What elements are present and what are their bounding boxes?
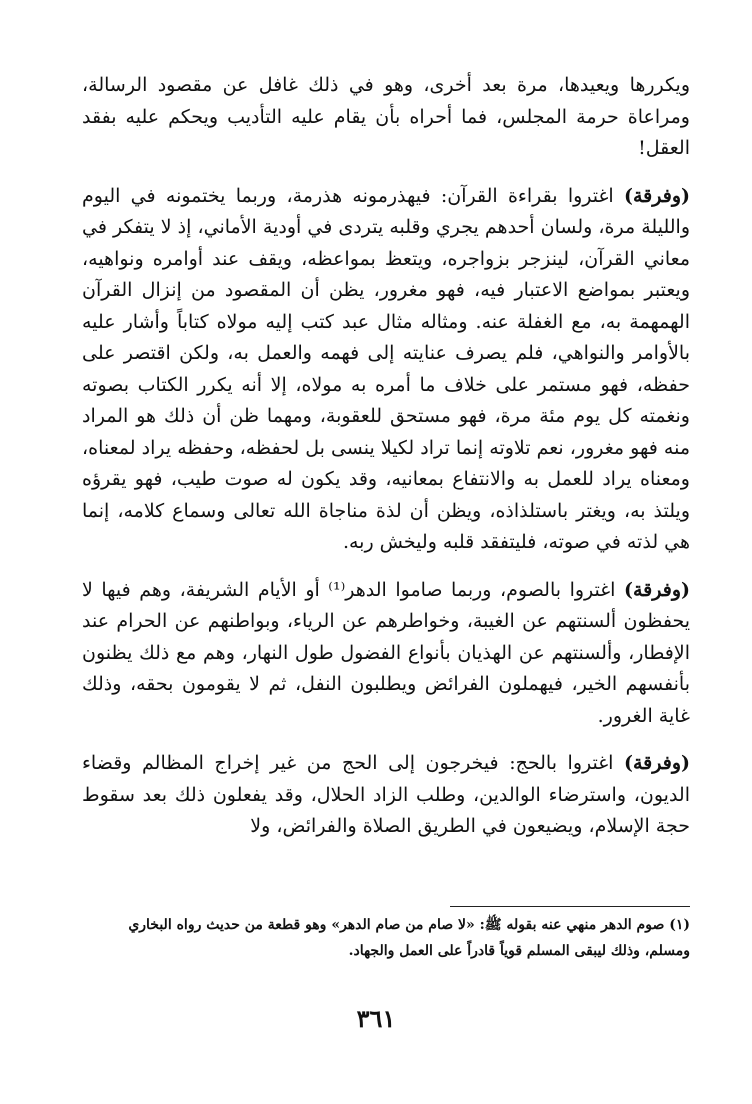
paragraph-text: ويكررها ويعيدها، مرة بعد أخرى، وهو في ذلك غافل عن مقصود الرسالة، ومراعاة حرمة المجلس، فما أحراه بأن يقام عليه التأديب ويحكم عليه بفقد العقل! [82,74,690,159]
paragraph-1 [82,70,690,165]
paragraph-2 [82,181,690,559]
paragraph-lead: (وفرقة) [624,752,690,774]
footnote: (١) صوم الدهر منهي عنه بقوله ﷺ: «لا صام من صام الدهر» وهو قطعة من حديث رواه البخاري ومسلم، وذلك ليبقى المسلم قوياً قادراً على العمل والجهاد. [128,917,690,959]
page-number: ٣٦١ [356,1004,396,1033]
paragraph-3 [82,575,690,733]
paragraph-lead: (وفرقة) [624,578,690,601]
main-text [82,70,690,843]
footnote-divider [450,906,690,907]
paragraph-4 [82,748,690,843]
paragraph-lead: (وفرقة) [624,184,690,207]
paragraph-text: اغتروا بالصوم، وربما صاموا الدهر⁽¹⁾ أو الأيام الشريفة، وهم فيها لا يحفظون ألسنتهم عن الغيبة، وخواطرهم عن الرياء، وبواطنهم عن الحرام عند الإفطار، وألسنتهم عن الهذيان بأنواع الفضول طول النهار، وهم مع ذلك يظنون بأنفسهم الخير، فيهملون الفرائض ويطلبون النفل، ثم لا يقومون بحقه، وذلك غاية الغرور. [82,578,690,727]
paragraph-text: اغتروا بقراءة القرآن: فيهذرمونه هذرمة، وربما يختمونه في اليوم والليلة مرة، ولسان أحدهم يجري وقلبه يتردى في أودية الأماني، إذ لا يتفكر في معاني القرآن، لينزجر بزواجره، ويتعظ بمواعظه، ويقف عند أوامره ونواهيه، ويعتبر بمواضع الاعتبار فيه، فهو مغرور، يظن أن المقصود من إنزال القرآن الهمهمة به، مع الغفلة عنه. ومثاله مثال عبد كتب إليه مولاه كتاباً وأشار عليه بالأوامر والنواهي، فلم يصرف عنايته إلى فهمه والعمل به، ولكن اقتصر على حفظه، فهو مستمر على خلاف ما أمره به مولاه، إلا أنه يكرر الكتاب بصوته ونغمته كل يوم مئة مرة، فهو مستحق للعقوبة، ومهما ظن أن ذلك هو المراد منه فهو مغرور، نعم تلاوته إنما تراد لكيلا ينسى بل لحفظه، وحفظه يراد لمعناه، ومعناه يراد للعمل به والانتفاع بمعانيه، وقد يكون له صوت طيب، فهو يقرؤه ويلتذ به، ويغتر باستلذاذه، ويظن أن لذة مناجاة الله تعالى وسماع كلامه، إنما هي لذته في صوته، فليتفقد قلبه وليخش ربه. [82,184,690,553]
paragraph-text: اغتروا بالحج: فيخرجون إلى الحج من غير إخراج المظالم وقضاء الديون، واسترضاء الوالدين، وطلب الزاد الحلال، وقد يفعلون ذلك بعد سقوط حجة الإسلام، ويضيعون في الطريق الصلاة والفرائض، ولا [82,752,690,837]
